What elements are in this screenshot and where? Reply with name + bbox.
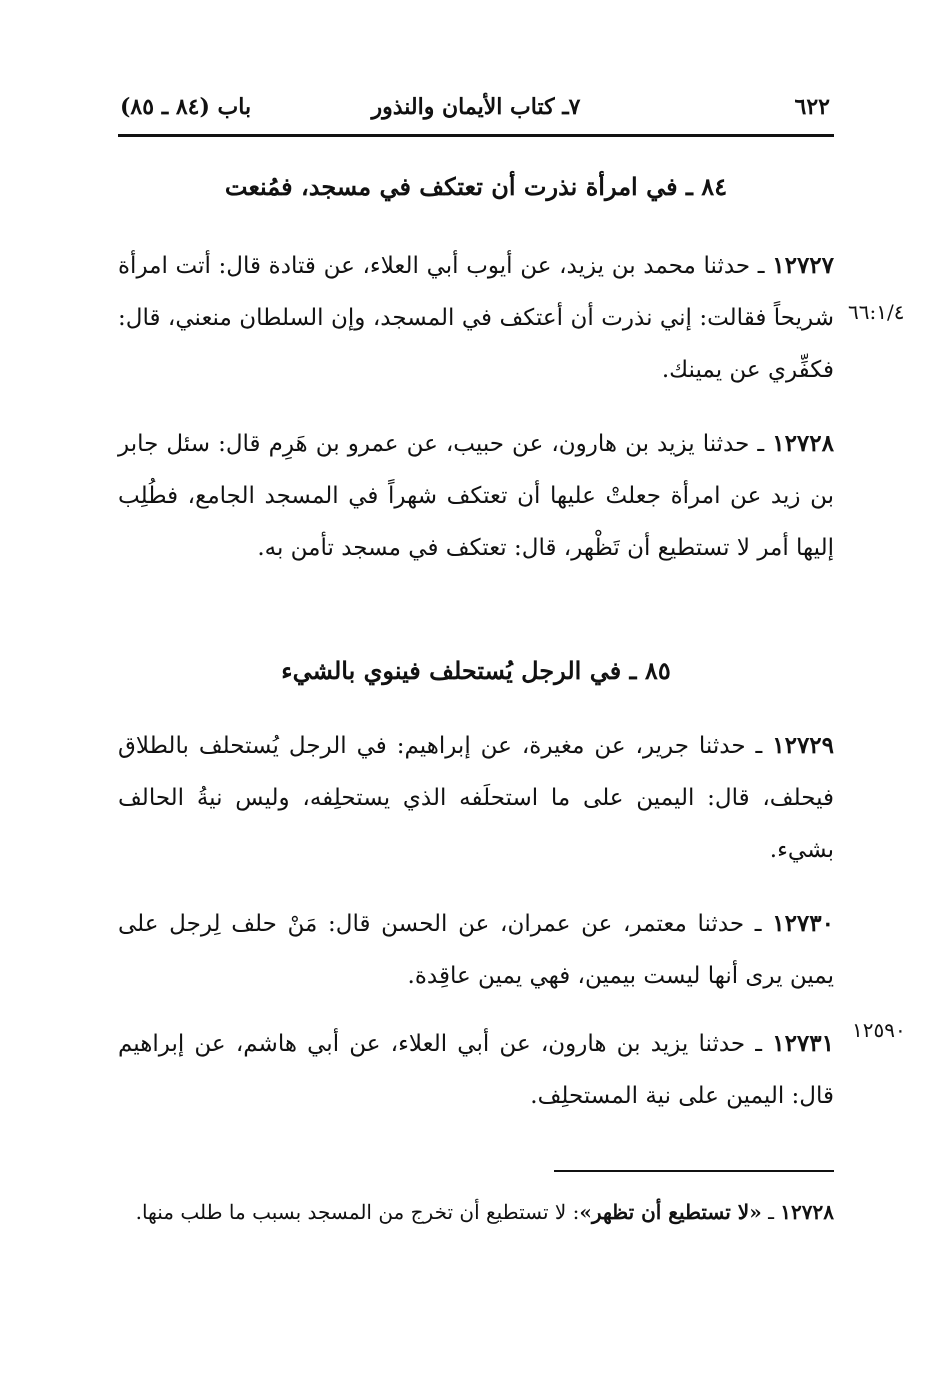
margin-reference: ١٢٥٩٠ <box>852 1018 906 1042</box>
hadith-text: ـ حدثنا محمد بن يزيد، عن أيوب أبي العلاء، عن قتادة قال: أتت امرأة شريحاً فقالت: إني نذرت أن أعتكف في المسجد، وإن السلطان منعني، قال: فكفِّري عن يمينك. <box>118 253 834 383</box>
header-divider <box>118 134 834 137</box>
hadith-text: ـ حدثنا جرير، عن مغيرة، عن إبراهيم: في الرجل يُستحلف بالطلاق فيحلف، قال: اليمين على ما استحلَفه الذي يستحلِفه، وليس نيةُ الحالف بشيء. <box>118 733 834 863</box>
hadith-text: ـ حدثنا يزيد بن هارون، عن حبيب، عن عمرو بن هَرِم قال: سئل جابر بن زيد عن امرأة جعلتْ عليها أن تعتكف شهراً في المسجد الجامع، فطُلِب إليها أمر لا تستطيع أن تَظْهر، قال: تعتكف في مسجد تأمن به. <box>118 431 834 561</box>
footnote-dash: ـ <box>768 1200 774 1224</box>
chapter-range: باب (٨٤ ـ ٨٥) <box>120 94 252 120</box>
hadith-12730 <box>118 898 834 1002</box>
hadith-number: ١٢٧٣٠ <box>772 910 834 937</box>
hadith-text: ـ حدثنا معتمر، عن عمران، عن الحسن قال: مَنْ حلف لِرجل على يمين يرى أنها ليست بيمين، فهي يمين عاقِدة. <box>118 911 834 989</box>
footnote <box>118 1190 834 1234</box>
hadith-12727 <box>118 240 834 396</box>
section-heading-84: ٨٤ ـ في امرأة نذرت أن تعتكف في مسجد، فمُنعت <box>224 172 728 201</box>
hadith-12729 <box>118 720 834 876</box>
hadith-number: ١٢٧٢٨ <box>772 430 834 457</box>
hadith-number: ١٢٧٢٧ <box>772 252 835 279</box>
footnote-divider <box>554 1170 834 1172</box>
book-title: ٧ـ كتاب الأيمان والنذور <box>371 94 581 120</box>
margin-reference: ٦٦:١/٤ <box>848 300 905 324</box>
hadith-number: ١٢٧٣١ <box>772 1030 834 1057</box>
hadith-12731 <box>118 1018 834 1122</box>
hadith-number: ١٢٧٢٩ <box>772 732 835 759</box>
page-number: ٦٢٢ <box>794 94 830 120</box>
footnote-quote: «لا تستطيع أن تظهر» <box>579 1200 762 1224</box>
footnote-text: : لا تستطيع أن تخرج من المسجد بسبب ما طلب منها. <box>135 1200 580 1224</box>
running-header <box>118 88 834 128</box>
section-heading-85: ٨٥ ـ في الرجل يُستحلف فينوي بالشيء <box>281 656 671 685</box>
hadith-12728 <box>118 418 834 574</box>
hadith-text: ـ حدثنا يزيد بن هارون، عن أبي العلاء، عن أبي هاشم، عن إبراهيم قال: اليمين على نية المستحلِف. <box>118 1031 834 1109</box>
footnote-number: ١٢٧٢٨ <box>780 1200 834 1224</box>
